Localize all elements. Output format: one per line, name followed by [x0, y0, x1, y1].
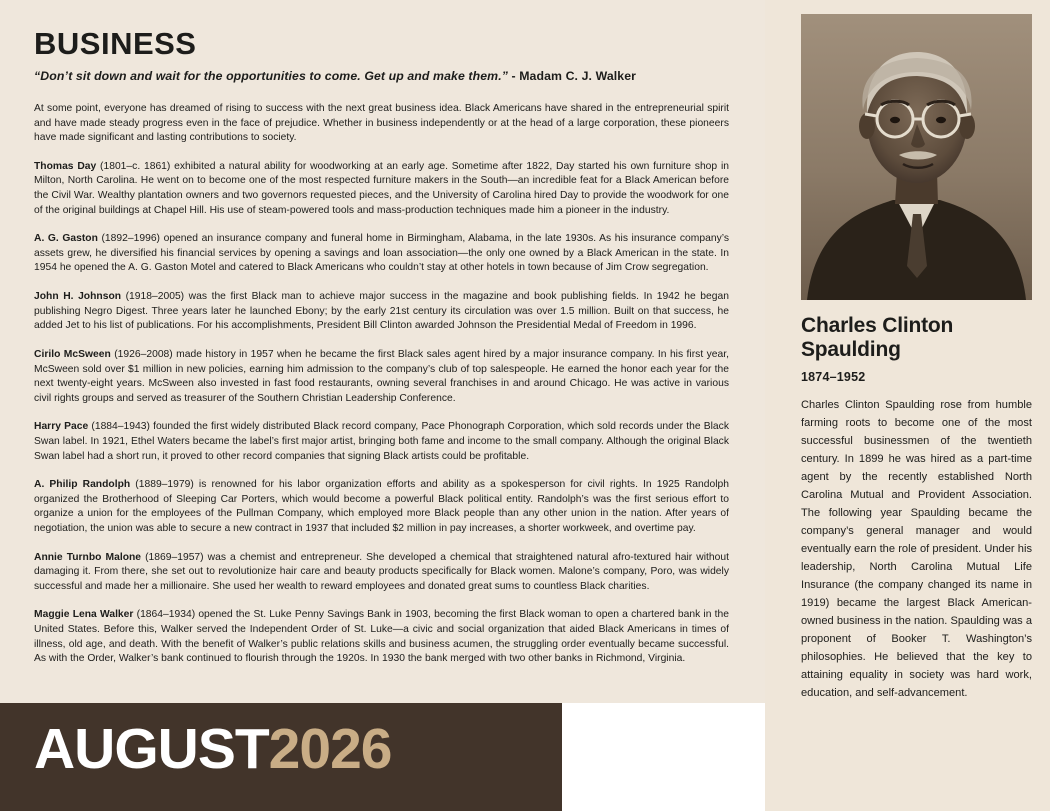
entry-paragraph [34, 348, 729, 406]
entry-paragraph [34, 608, 729, 666]
month-banner-text [34, 717, 392, 781]
entry-text: (1869–1957) was a chemist and entrepreneur. She developed a chemical that straightened natural afro-textured hair without damaging it. From there, she set out to revolutionize hair care and beauty products specifically for Black women. Malone’s company, Poro, was widely successful and made her a millionaire. She used her wealth to reward employees and donated great sums to countless Black charities. [34, 551, 729, 592]
pull-quote-text: “Don’t sit down and wait for the opportunities to come. Get up and make them.” [34, 69, 508, 83]
entry-paragraph [34, 160, 729, 218]
entry-name: Harry Pace [34, 421, 89, 433]
year-label: 2026 [268, 717, 392, 781]
entry-name: Cirilo McSween [34, 348, 111, 360]
pull-quote [34, 69, 729, 83]
entry-text: (1801–c. 1861) exhibited a natural ability for woodworking at an early age. Sometime after 1822, Day started his own furniture shop in Milton, North Carolina. He went on to become one of the most respected furniture makers in the South—an incredible feat for a Black American before the Civil War. Wealthy plantation owners and two governors requested pieces, and the University of Carolina hired Day to provide the woodwork for one of the original buildings at Chapel Hill. His use of steam-powered tools and mass-production techniques made him a pioneer in the industry. [34, 160, 729, 216]
intro-paragraph: At some point, everyone has dreamed of rising to success with the next great business idea. Black Americans have shared in the entrepreneurial spirit and have made steady progress even in the face of prejudice. Whether in business independently or at the head of a large corporation, these pioneers have made significant and lasting contributions to society. [34, 103, 729, 144]
portrait-illustration-icon [801, 14, 1032, 300]
footer-whitespace [562, 703, 765, 811]
pull-quote-attribution: - Madam C. J. Walker [507, 69, 637, 83]
entry-text: (1864–1934) opened the St. Luke Penny Savings Bank in 1903, becoming the first Black woman to open a chartered bank in the United States. Before this, Walker served the Independent Order of St. Luke—a civic and social organization that aided Black Americans in times of illness, old age, and death. With the benefit of Walker’s public relations skills and business acumen, the struggling order eventually became successful. As with the Order, Walker’s bank continued to flourish through the 1920s. In 1930 the bank merged with two other banks in Richmond, Virginia. [34, 609, 729, 665]
portrait-image [801, 14, 1032, 300]
entry-paragraph [34, 420, 729, 464]
entry-paragraph [34, 232, 729, 276]
page-title: BUSINESS [34, 26, 197, 61]
entry-name: A. G. Gaston [34, 233, 98, 245]
entry-text: (1884–1943) founded the first widely distributed Black record company, Pace Phonograph Corporation, which sold records under the Black Swan label. In 1921, Ethel Waters became the label’s first major artist, bringing both fame and income to the small company. Although the original Black Swan label had a short run, it proved to other record companies that signing Black artists could be profitable. [34, 421, 729, 462]
biography-panel [765, 0, 1050, 811]
month-label: AUGUST [34, 717, 269, 781]
right-column [765, 0, 1050, 811]
biography-text: Charles Clinton Spaulding rose from humble farming roots to become one of the most successful businessmen of the twentieth century. In 1899 he was hired as a part-time agent by the recently established North Carolina Mutual and Provident Association. The following year Spaulding became the company’s general manager and would eventually earn the role of president. Under his leadership, North Carolina Mutual Life Insurance (the company changed its name in 1919) became the largest Black American-owned business in the nation. Spaulding was a proponent of Booker T. Washington’s philosophies. He believed that the key to attaining equality in society was hard work, education, and self-advancement. [801, 399, 1032, 699]
entry-paragraph [34, 290, 729, 334]
entry-name: Annie Turnbo Malone [34, 551, 142, 563]
entry-name: John H. Johnson [34, 291, 122, 303]
entry-name: Maggie Lena Walker [34, 609, 134, 621]
biography-dates: 1874–1952 [801, 370, 866, 385]
entry-text: (1892–1996) opened an insurance company and funeral home in Birmingham, Alabama, in the late 1930s. As his insurance company’s assets grew, he diversified his financial services by opening a savings and loan association—the only one owned by a Black American in the state. In 1954 he opened the A. G. Gaston Motel and catered to Black Americans who couldn’t stay at other hotels in town because of Jim Crow segregation. [34, 233, 729, 274]
month-banner [0, 703, 562, 811]
entry-name: Thomas Day [34, 160, 97, 172]
entry-text: (1889–1979) is renowned for his labor organization efforts and ability as a spokesperson for civil rights. In 1925 Randolph organized the Brotherhood of Sleeping Car Porters, which would become a powerful Black political entity. Randolph’s was the first serious effort to organize a union for the employees of the Pullman Company, which employed more Black people than any other union in the nation. After years of negotiation, the union was able to secure a new contract in 1937 that included $2 million in pay increases, a shorter workweek, and overtime pay. [34, 479, 729, 535]
entry-paragraph [34, 551, 729, 595]
entry-text: (1926–2008) made history in 1957 when he became the first Black sales agent hired by a major insurance company. In his first year, McSween sold over $1 million in new policies, earning him admission to the company’s club of top salespeople. He earned the honor each year for the next twenty-eight years. McSween also invested in fast food restaurants, owning several franchises in and around Chicago. He was active in various civil rights groups and served as treasurer of the Southern Christian Leadership Conference. [34, 348, 729, 404]
entry-name: A. Philip Randolph [34, 479, 131, 491]
entry-text: (1918–2005) was the first Black man to achieve major success in the magazine and book publishing fields. In 1942 he began publishing Negro Digest. Three years later he launched Ebony; by the early 21st century its circulation was over 1.5 million. Built on that success, he added Jet to his list of publications. For his accomplishments, President Bill Clinton awarded Johnson the Presidential Medal of Freedom in 1996. [34, 291, 729, 332]
biography-name: Charles Clinton Spaulding [801, 314, 954, 361]
entry-paragraph [34, 478, 729, 536]
